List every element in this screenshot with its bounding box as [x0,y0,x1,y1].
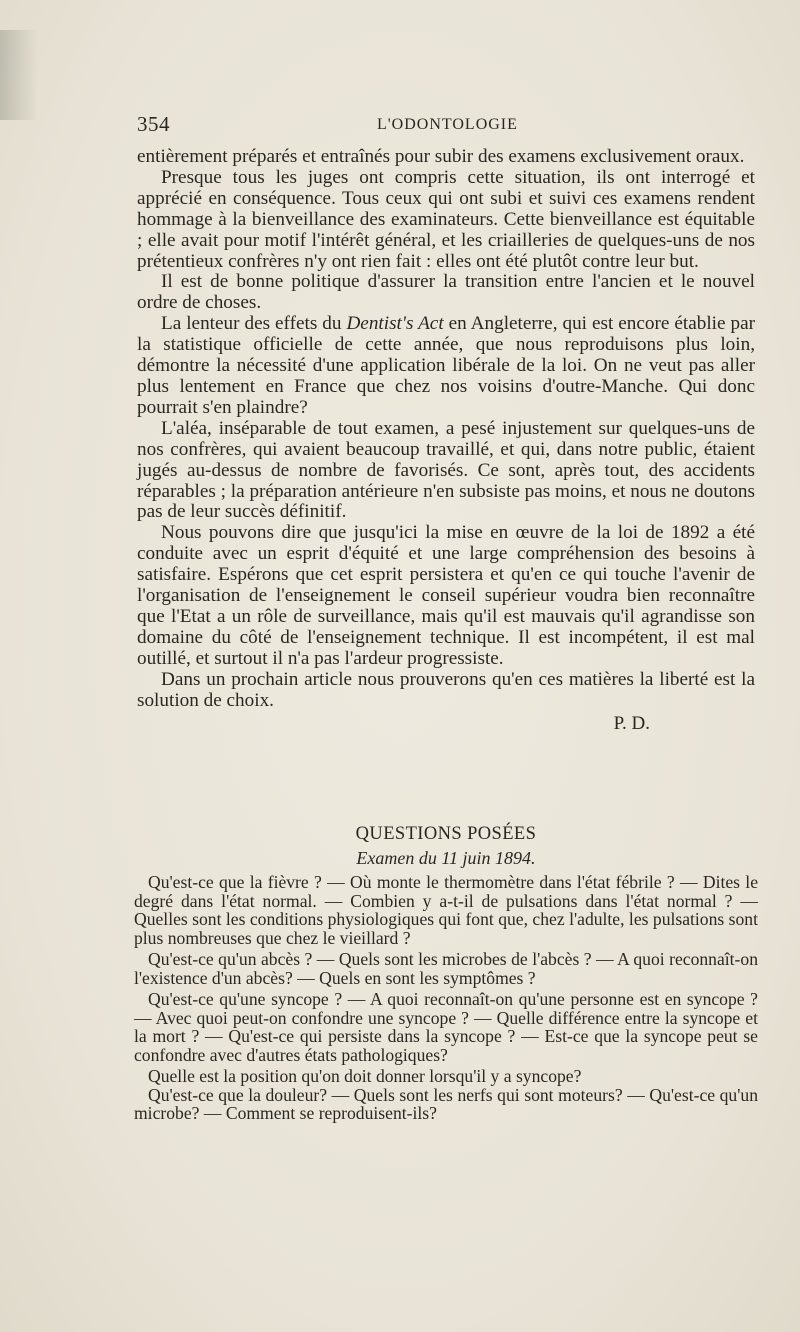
page-stain [0,30,38,120]
question-item: Qu'est-ce que la douleur? — Quels sont les nerfs qui sont moteurs? — Qu'est-ce qu'un microbe? — Comment se reproduisent-ils? [134,1084,758,1123]
questions-list [134,873,758,1123]
paragraph: L'aléa, inséparable de tout examen, a pesé injustement sur quelques-uns de nos confrères, qui avaient beaucoup travaillé, et qui, dans notre public, étaient jugés au-dessus de nombre de favorisés. Ce sont, après tout, des accidents réparables ; la préparation antérieure n'en subsiste pas moins, et nous ne doutons pas de leur succès définitif. [137,417,755,523]
question-item: Qu'est-ce qu'une syncope ? — A quoi reconnaît-on qu'une personne est en syncope ? — Avec quoi peut-on confondre une syncope ? — Quelle différence entre la syncope et la mort ? — Qu'est-ce qui persiste dans la syncope ? — Est-ce que la syncope peut se confondre avec d'autres états pathologiques? [134,989,758,1065]
signature: P. D. [613,713,650,735]
paragraph: Nous pouvons dire que jusqu'ici la mise en œuvre de la loi de 1892 a été conduite avec un esprit d'équité et une large compréhension des besoins à satisfaire. Espérons que cet esprit persistera et qu'en ce qui touche l'avenir de l'organisation de l'enseignement le conseil supérieur voudra bien reconnaître que l'Etat a un rôle de surveillance, mais qu'il est mauvais qu'il agrandisse son domaine du côté de l'enseignement technique. Il est incompétent, il est mal outillé, et surtout il n'a pas l'ardeur progressiste. [137,522,755,669]
paragraph: Presque tous les juges ont compris cette situation, ils ont interrogé et apprécié en conséquence. Tous ceux qui ont subi et suivi ces examens rendent hommage à la bienveillance des examinateurs. Cette bienveillance est équitable ; elle avait pour motif l'intérêt général, et les criailleries de quelques-uns de nos prétentieux confrères n'y ont rien fait : elles ont été plutôt contre leur but. [137,166,755,272]
question-item: Qu'est-ce que la fièvre ? — Où monte le thermomètre dans l'état fébrile ? — Dites le degré dans l'état normal. — Combien y a-t-il de pulsations dans l'état normal ? — Quelles sont les conditions physiologiques qui font que, chez l'adulte, les pulsations sont plus nombreuses que chez le vieillard ? [134,872,758,948]
paragraph: Dans un prochain article nous prouverons qu'en ces matières la liberté est la solution de choix. [137,668,755,711]
running-title: L'ODONTOLOGIE [377,116,518,133]
question-item: Qu'est-ce qu'un abcès ? — Quels sont les microbes de l'abcès ? — A quoi reconnaît-on l'existence d'un abcès? — Quels en sont les symptômes ? [134,949,758,988]
question-item: Quelle est la position qu'on doit donner lorsqu'il y a syncope? [148,1066,582,1086]
page-number: 354 [137,112,170,136]
paragraph-dentist-act [137,314,755,419]
page-header [137,112,757,140]
paragraph: entièrement préparés et entraînés pour subir des examens exclusivement oraux. [137,146,745,167]
dentist-para-before: La lenteur des effets du [161,313,347,335]
main-text [137,147,755,735]
dentist-para-after: en Angleterre, qui est encore établie par la statistique officielle de cette année, que nous reproduisons plus loin, démontre la nécessité d'une application libérale de la loi. On ne veut pas aller plus lentement en France que chez nos voisins d'outre-Manche. Qui donc pourrait s'en plaindre? [137,313,755,418]
paragraph: Il est de bonne politique d'assurer la transition entre l'ancien et le nouvel ordre de choses. [137,271,755,314]
section-title: QUESTIONS POSÉES [355,824,537,844]
dentist-act-title: Dentist's Act [346,313,444,335]
section-subtitle: Examen du 11 juin 1894. [356,848,536,868]
